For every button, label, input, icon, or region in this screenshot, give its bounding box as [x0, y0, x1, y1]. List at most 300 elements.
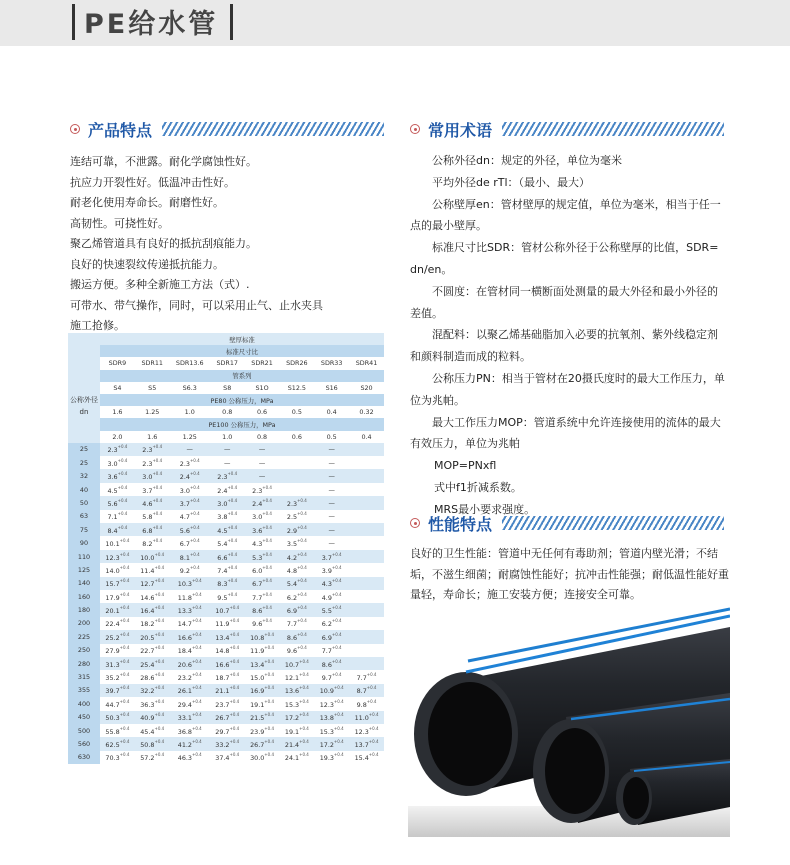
- tolerance-mark: +0.4: [264, 725, 275, 731]
- series-cell: S8: [210, 382, 245, 394]
- wall-cell: $2.3^{+0.4}$: [279, 496, 314, 509]
- tolerance-mark: +0.4: [264, 658, 275, 664]
- tolerance-mark: +0.4: [331, 658, 342, 664]
- pe80-cell: 0.32: [349, 406, 384, 418]
- tolerance-mark: +0.4: [333, 712, 344, 718]
- wall-cell: —: [210, 443, 245, 456]
- feature-item: 良好的快速裂纹传递抵抗能力。: [70, 257, 224, 271]
- wall-cell: $2.4^{+0.4}$: [170, 469, 210, 482]
- wall-cell: $20.1^{+0.4}$: [100, 603, 135, 616]
- wall-cell: $5.4^{+0.4}$: [279, 577, 314, 590]
- wall-cell: $13.4^{+0.4}$: [210, 630, 245, 643]
- wall-cell: —: [314, 523, 349, 536]
- dn-cell: 560: [68, 737, 100, 750]
- tolerance-mark: +0.4: [229, 725, 240, 731]
- tolerance-mark: +0.4: [331, 631, 342, 637]
- tolerance-mark: +0.4: [227, 511, 238, 517]
- wall-cell: $6.2^{+0.4}$: [314, 617, 349, 630]
- wall-cell: $15.3^{+0.4}$: [314, 724, 349, 737]
- feature-item: 聚乙烯管道具有良好的抵抗刮痕能力。: [70, 237, 257, 250]
- wall-cell: $23.9^{+0.4}$: [245, 724, 280, 737]
- tolerance-mark: +0.4: [227, 484, 238, 490]
- wall-cell: $5.5^{+0.4}$: [314, 603, 349, 616]
- pe80-cell: 0.6: [245, 406, 280, 418]
- wall-cell: $4.3^{+0.4}$: [245, 536, 280, 549]
- wall-cell: —: [245, 456, 280, 469]
- wall-cell: $36.8^{+0.4}$: [170, 724, 210, 737]
- tolerance-mark: +0.4: [264, 672, 275, 678]
- wall-cell: $7.4^{+0.4}$: [210, 563, 245, 576]
- wall-cell: $3.8^{+0.4}$: [210, 510, 245, 523]
- tolerance-mark: +0.4: [189, 524, 200, 530]
- wall-cell: $5.6^{+0.4}$: [170, 523, 210, 536]
- series-cell: S20: [349, 382, 384, 394]
- wall-cell: $4.6^{+0.4}$: [135, 496, 170, 509]
- wall-cell: [349, 510, 384, 523]
- wall-cell: [349, 603, 384, 616]
- wall-cell: $18.2^{+0.4}$: [135, 617, 170, 630]
- wall-cell: $17.9^{+0.4}$: [100, 590, 135, 603]
- wall-cell: [349, 536, 384, 549]
- tolerance-mark: +0.4: [152, 497, 163, 503]
- wall-cell: $6.6^{+0.4}$: [210, 550, 245, 563]
- table-row: [68, 590, 384, 603]
- pe100-cell: 1.0: [210, 431, 245, 443]
- pe-pipe-photo: [408, 601, 730, 837]
- tolerance-mark: +0.4: [191, 738, 202, 744]
- sdr-row: [68, 357, 384, 369]
- wall-cell: $8.6^{+0.4}$: [314, 657, 349, 670]
- tolerance-mark: +0.4: [297, 551, 307, 557]
- table-row: [68, 496, 384, 509]
- tolerance-mark: +0.4: [229, 685, 240, 691]
- feature-item: 可带水、带气操作，同时，可以采用止气、止水夹具: [70, 298, 323, 312]
- tolerance-mark: +0.4: [119, 725, 130, 731]
- tolerance-mark: +0.4: [331, 591, 342, 597]
- series-cell: S12.5: [279, 382, 314, 394]
- term-item: 式中f1折减系数。: [434, 480, 522, 494]
- wall-cell: $23.2^{+0.4}$: [170, 670, 210, 683]
- tolerance-mark: +0.4: [227, 551, 238, 557]
- wall-cell: $18.4^{+0.4}$: [170, 644, 210, 657]
- page-header: [0, 0, 790, 46]
- tolerance-mark: +0.4: [299, 738, 309, 744]
- tolerance-mark: +0.4: [229, 658, 240, 664]
- tolerance-mark: +0.4: [119, 631, 130, 637]
- wall-cell: [349, 483, 384, 496]
- wall-cell: —: [245, 443, 280, 456]
- wall-cell: $6.7^{+0.4}$: [245, 577, 280, 590]
- wall-cell: $10.3^{+0.4}$: [170, 577, 210, 590]
- pe100-row: [68, 431, 384, 443]
- tolerance-mark: +0.4: [154, 578, 165, 584]
- wall-cell: $17.2^{+0.4}$: [314, 737, 349, 750]
- wall-cell: $40.9^{+0.4}$: [135, 711, 170, 724]
- tolerance-mark: +0.4: [191, 631, 202, 637]
- tolerance-mark: +0.4: [227, 497, 238, 503]
- tolerance-mark: +0.4: [191, 712, 202, 718]
- term-item: 混配料：以聚乙烯基础脂加入必要的抗氧剂、紫外线稳定剂: [432, 328, 718, 342]
- term-item: 公称外径dn：规定的外径，单位为毫米: [432, 154, 622, 167]
- wall-cell: $29.4^{+0.4}$: [170, 697, 210, 710]
- table-row: [68, 483, 384, 496]
- wall-cell: $16.4^{+0.4}$: [135, 603, 170, 616]
- wall-cell: [349, 577, 384, 590]
- wall-cell: $35.2^{+0.4}$: [100, 670, 135, 683]
- wall-cell: $12.3^{+0.4}$: [349, 724, 384, 737]
- wall-cell: $19.1^{+0.4}$: [279, 724, 314, 737]
- pipes-illustration: [408, 601, 730, 837]
- wall-cell: $13.3^{+0.4}$: [170, 603, 210, 616]
- table-row: [68, 737, 384, 750]
- tolerance-mark: +0.4: [227, 564, 238, 570]
- table-row: [68, 443, 384, 456]
- wall-cell: $2.3^{+0.4}$: [135, 456, 170, 469]
- tolerance-mark: +0.4: [366, 685, 377, 691]
- tolerance-mark: +0.4: [297, 538, 307, 544]
- tolerance-mark: +0.4: [117, 444, 128, 450]
- series-cell: S1O: [245, 382, 280, 394]
- pe80-cell: 0.8: [210, 406, 245, 418]
- tolerance-mark: +0.4: [117, 484, 128, 490]
- tolerance-mark: +0.4: [297, 591, 307, 597]
- stripe-decoration: [162, 122, 384, 136]
- sdr-cell: SDR13.6: [170, 357, 210, 369]
- table-row: [68, 657, 384, 670]
- term-item: 公称压力PN：相当于管材在20摄氏度时的最大工作压力，单: [432, 371, 725, 385]
- wall-cell: [279, 483, 314, 496]
- wall-cell: $6.9^{+0.4}$: [314, 630, 349, 643]
- wall-cell: $3.9^{+0.4}$: [314, 563, 349, 576]
- tolerance-mark: +0.4: [154, 672, 165, 678]
- table-row: [68, 550, 384, 563]
- tolerance-mark: +0.4: [262, 591, 272, 597]
- tolerance-mark: +0.4: [331, 605, 342, 611]
- wall-cell: $4.9^{+0.4}$: [314, 590, 349, 603]
- wall-cell: $10.8^{+0.4}$: [245, 630, 280, 643]
- tolerance-mark: +0.4: [331, 645, 342, 651]
- wall-cell: [349, 617, 384, 630]
- tolerance-mark: +0.4: [154, 725, 165, 731]
- tolerance-mark: +0.4: [264, 698, 275, 704]
- tolerance-mark: +0.4: [191, 672, 202, 678]
- wall-cell: $26.7^{+0.4}$: [245, 737, 280, 750]
- tolerance-mark: +0.4: [154, 591, 165, 597]
- dn-cell: 250: [68, 644, 100, 657]
- tolerance-mark: +0.4: [152, 524, 163, 530]
- series-row: [68, 382, 384, 394]
- wall-cell: [349, 563, 384, 576]
- wall-cell: $12.7^{+0.4}$: [135, 577, 170, 590]
- wall-cell: —: [170, 443, 210, 456]
- tolerance-mark: +0.4: [229, 672, 240, 678]
- table-row: [68, 697, 384, 710]
- tolerance-mark: +0.4: [331, 672, 342, 678]
- wall-cell: $33.1^{+0.4}$: [170, 711, 210, 724]
- pe100-cell: 0.5: [314, 431, 349, 443]
- wall-cell: $2.4^{+0.4}$: [210, 483, 245, 496]
- features-heading: [70, 118, 384, 140]
- wall-cell: $3.7^{+0.4}$: [314, 550, 349, 563]
- tolerance-mark: +0.4: [331, 564, 342, 570]
- dn-cell: 200: [68, 617, 100, 630]
- tolerance-mark: +0.4: [297, 524, 307, 530]
- dn-cell: 140: [68, 577, 100, 590]
- dn-cell: 25: [68, 456, 100, 469]
- wall-cell: $8.6^{+0.4}$: [279, 630, 314, 643]
- table-row: [68, 563, 384, 576]
- bullet-circle-icon: [70, 124, 80, 134]
- wall-cell: $2.3^{+0.4}$: [100, 443, 135, 456]
- tolerance-mark: +0.4: [119, 712, 130, 718]
- sdr-cell: SDR21: [245, 357, 280, 369]
- wall-cell: $55.8^{+0.4}$: [100, 724, 135, 737]
- wall-cell: $11.0^{+0.4}$: [349, 711, 384, 724]
- tolerance-mark: +0.4: [297, 578, 307, 584]
- wall-cell: $7.7^{+0.4}$: [245, 590, 280, 603]
- tolerance-mark: +0.4: [191, 605, 202, 611]
- wall-cell: $26.7^{+0.4}$: [210, 711, 245, 724]
- dn-header: 公称外径dn: [68, 382, 100, 431]
- tolerance-mark: +0.4: [229, 645, 240, 651]
- tolerance-mark: +0.4: [368, 738, 379, 744]
- wall-cell: [349, 644, 384, 657]
- tolerance-mark: +0.4: [297, 645, 307, 651]
- tolerance-mark: +0.4: [227, 591, 238, 597]
- wall-cell: $21.4^{+0.4}$: [279, 737, 314, 750]
- tolerance-mark: +0.4: [227, 471, 238, 477]
- wall-cell: $6.0^{+0.4}$: [245, 563, 280, 576]
- dn-cell: 630: [68, 751, 100, 764]
- tolerance-mark: +0.4: [189, 551, 200, 557]
- wall-cell: $9.5^{+0.4}$: [210, 590, 245, 603]
- tolerance-mark: +0.4: [299, 672, 309, 678]
- stripe-decoration: [502, 122, 724, 136]
- wall-cell: —: [314, 469, 349, 482]
- wall-cell: $27.9^{+0.4}$: [100, 644, 135, 657]
- wall-cell: $11.8^{+0.4}$: [170, 590, 210, 603]
- tolerance-mark: +0.4: [299, 658, 309, 664]
- wall-cell: $7.7^{+0.4}$: [349, 670, 384, 683]
- dn-cell: 500: [68, 724, 100, 737]
- pe100-cell: 0.4: [349, 431, 384, 443]
- tolerance-mark: +0.4: [333, 752, 344, 758]
- tolerance-mark: +0.4: [119, 605, 130, 611]
- tolerance-mark: +0.4: [119, 752, 130, 758]
- tolerance-mark: +0.4: [189, 457, 200, 463]
- sdr-cell: SDR41: [349, 357, 384, 369]
- wall-cell: $12.1^{+0.4}$: [279, 670, 314, 683]
- wall-cell: [279, 443, 314, 456]
- wall-cell: $9.7^{+0.4}$: [314, 670, 349, 683]
- tolerance-mark: +0.4: [154, 631, 165, 637]
- wall-cell: —: [245, 469, 280, 482]
- tolerance-mark: +0.4: [333, 738, 344, 744]
- tolerance-mark: +0.4: [117, 497, 128, 503]
- wall-cell: $45.4^{+0.4}$: [135, 724, 170, 737]
- wall-cell: $29.7^{+0.4}$: [210, 724, 245, 737]
- table-row: [68, 603, 384, 616]
- dn-cell: 180: [68, 603, 100, 616]
- table-header-series: 管系列: [100, 370, 384, 382]
- wall-cell: $3.0^{+0.4}$: [135, 469, 170, 482]
- terms-list: [410, 150, 730, 521]
- wall-cell: $32.2^{+0.4}$: [135, 684, 170, 697]
- tolerance-mark: +0.4: [262, 578, 272, 584]
- wall-cell: —: [314, 536, 349, 549]
- tolerance-mark: +0.4: [154, 752, 165, 758]
- dn-cell: 90: [68, 536, 100, 549]
- wall-cell: $46.3^{+0.4}$: [170, 751, 210, 764]
- tolerance-mark: +0.4: [154, 658, 165, 664]
- tolerance-mark: +0.4: [227, 538, 238, 544]
- terms-heading: [410, 118, 724, 140]
- tolerance-mark: +0.4: [119, 658, 130, 664]
- dn-cell: 25: [68, 443, 100, 456]
- wall-cell: $10.9^{+0.4}$: [314, 684, 349, 697]
- tolerance-mark: +0.4: [119, 564, 130, 570]
- tolerance-mark: +0.4: [366, 698, 377, 704]
- tolerance-mark: +0.4: [191, 578, 202, 584]
- wall-cell: $15.0^{+0.4}$: [245, 670, 280, 683]
- wall-cell: $14.0^{+0.4}$: [100, 563, 135, 576]
- tolerance-mark: +0.4: [189, 497, 200, 503]
- tolerance-mark: +0.4: [154, 698, 165, 704]
- wall-cell: [349, 496, 384, 509]
- wall-cell: $6.8^{+0.4}$: [135, 523, 170, 536]
- wall-cell: $15.4^{+0.4}$: [349, 751, 384, 764]
- tolerance-mark: +0.4: [264, 645, 275, 651]
- wall-cell: $57.2^{+0.4}$: [135, 751, 170, 764]
- tolerance-mark: +0.4: [154, 618, 165, 624]
- dn-cell: 225: [68, 630, 100, 643]
- table-row: [68, 644, 384, 657]
- wall-cell: $2.3^{+0.4}$: [135, 443, 170, 456]
- performance-heading: [410, 512, 724, 534]
- wall-cell: $41.2^{+0.4}$: [170, 737, 210, 750]
- sdr-cell: SDR33: [314, 357, 349, 369]
- wall-cell: —: [314, 510, 349, 523]
- wall-cell: $3.7^{+0.4}$: [170, 496, 210, 509]
- tolerance-mark: +0.4: [262, 564, 272, 570]
- sdr-cell: SDR11: [135, 357, 170, 369]
- wall-cell: $4.2^{+0.4}$: [279, 550, 314, 563]
- wall-cell: $4.8^{+0.4}$: [279, 563, 314, 576]
- dn-cell: 125: [68, 563, 100, 576]
- wall-cell: $50.8^{+0.4}$: [135, 737, 170, 750]
- tolerance-mark: +0.4: [366, 672, 377, 678]
- wall-cell: —: [210, 456, 245, 469]
- tolerance-mark: +0.4: [119, 551, 130, 557]
- wall-cell: $3.5^{+0.4}$: [279, 536, 314, 549]
- wall-thickness-table: [68, 333, 384, 764]
- wall-cell: $20.6^{+0.4}$: [170, 657, 210, 670]
- tolerance-mark: +0.4: [262, 605, 272, 611]
- tolerance-mark: +0.4: [117, 511, 128, 517]
- wall-cell: $39.7^{+0.4}$: [100, 684, 135, 697]
- wall-cell: $3.6^{+0.4}$: [100, 469, 135, 482]
- wall-cell: $37.4^{+0.4}$: [210, 751, 245, 764]
- term-item: dn/en。: [410, 262, 453, 276]
- wall-cell: $2.5^{+0.4}$: [279, 510, 314, 523]
- term-item: 最大工作压力MOP：管道系统中允许连接使用的流体的最大: [432, 415, 721, 429]
- wall-cell: $16.6^{+0.4}$: [170, 630, 210, 643]
- dn-cell: 32: [68, 469, 100, 482]
- dn-cell: 450: [68, 711, 100, 724]
- dn-cell: 110: [68, 550, 100, 563]
- tolerance-mark: +0.4: [117, 524, 128, 530]
- wall-cell: $25.2^{+0.4}$: [100, 630, 135, 643]
- sdr-cell: SDR17: [210, 357, 245, 369]
- tolerance-mark: +0.4: [297, 497, 307, 503]
- term-item: MRS最小要求强度。: [434, 502, 536, 516]
- pe80-row: [68, 406, 384, 418]
- features-title: 产品特点: [88, 120, 153, 140]
- tolerance-mark: +0.4: [152, 484, 163, 490]
- tolerance-mark: +0.4: [154, 605, 165, 611]
- wall-cell: $15.3^{+0.4}$: [279, 697, 314, 710]
- dn-cell: 280: [68, 657, 100, 670]
- wall-cell: $8.7^{+0.4}$: [349, 684, 384, 697]
- bullet-circle-icon: [410, 124, 420, 134]
- table-row: [68, 510, 384, 523]
- wall-cell: $2.3^{+0.4}$: [210, 469, 245, 482]
- wall-cell: $9.6^{+0.4}$: [245, 617, 280, 630]
- feature-item: 耐老化使用寿命长。耐磨性好。: [70, 196, 224, 209]
- tolerance-mark: +0.4: [331, 551, 342, 557]
- tolerance-mark: +0.4: [229, 605, 240, 611]
- tolerance-mark: +0.4: [191, 725, 202, 731]
- table-header-pe80: PE80 公称压力，MPa: [100, 394, 384, 406]
- term-item: 点的最小壁厚。: [410, 219, 487, 233]
- wall-cell: $70.3^{+0.4}$: [100, 751, 135, 764]
- wall-cell: $3.0^{+0.4}$: [210, 496, 245, 509]
- wall-cell: [349, 630, 384, 643]
- wall-cell: $4.3^{+0.4}$: [314, 577, 349, 590]
- dn-cell: 63: [68, 510, 100, 523]
- wall-cell: —: [314, 443, 349, 456]
- tolerance-mark: +0.4: [191, 618, 202, 624]
- tolerance-mark: +0.4: [152, 444, 163, 450]
- wall-cell: $2.3^{+0.4}$: [170, 456, 210, 469]
- wall-cell: [349, 469, 384, 482]
- tolerance-mark: +0.4: [191, 685, 202, 691]
- wall-cell: $9.6^{+0.4}$: [279, 644, 314, 657]
- dn-cell: 75: [68, 523, 100, 536]
- tolerance-mark: +0.4: [229, 712, 240, 718]
- dn-header-bottom: [68, 431, 100, 443]
- wall-cell: [349, 456, 384, 469]
- dn-cell: 315: [68, 670, 100, 683]
- dn-cell: 160: [68, 590, 100, 603]
- wall-cell: $11.4^{+0.4}$: [135, 563, 170, 576]
- dn-cell: 400: [68, 697, 100, 710]
- wall-cell: $24.1^{+0.4}$: [279, 751, 314, 764]
- tolerance-mark: +0.4: [229, 738, 240, 744]
- tolerance-mark: +0.4: [331, 618, 342, 624]
- term-item: MOP=PNxfl: [434, 459, 497, 473]
- tolerance-mark: +0.4: [297, 631, 307, 637]
- tolerance-mark: +0.4: [264, 631, 275, 637]
- wall-cell: $14.6^{+0.4}$: [135, 590, 170, 603]
- tolerance-mark: +0.4: [262, 551, 272, 557]
- wall-cell: $16.6^{+0.4}$: [210, 657, 245, 670]
- tolerance-mark: +0.4: [229, 618, 240, 624]
- wall-cell: [279, 469, 314, 482]
- wall-cell: $21.5^{+0.4}$: [245, 711, 280, 724]
- tolerance-mark: +0.4: [119, 591, 130, 597]
- tolerance-mark: +0.4: [262, 618, 272, 624]
